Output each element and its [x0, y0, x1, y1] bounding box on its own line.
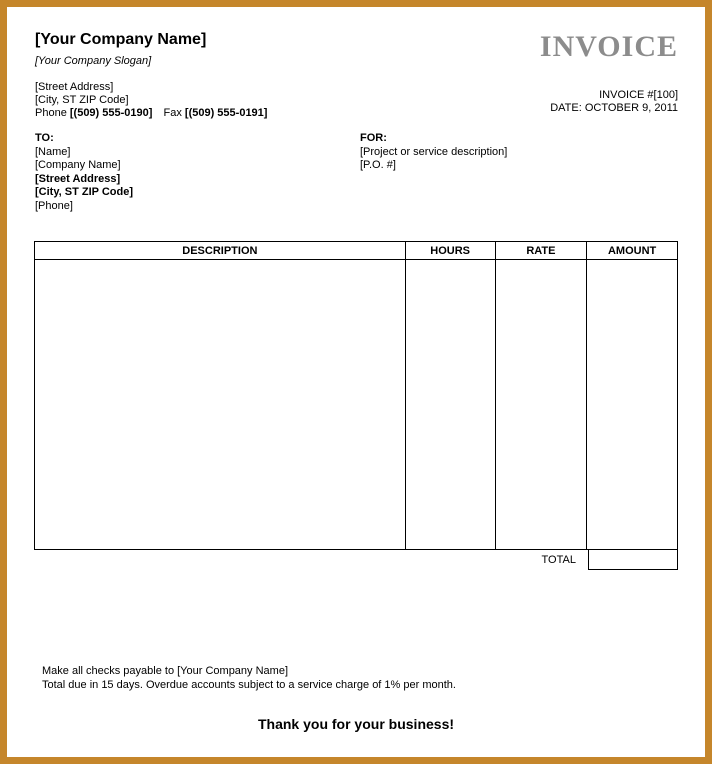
invoice-meta — [540, 89, 678, 115]
company-block — [35, 31, 267, 120]
company-slogan: [Your Company Slogan] — [35, 55, 152, 67]
thank-you-message: Thank you for your business! — [257, 716, 455, 732]
cell-rate — [496, 260, 588, 549]
fax-label: Fax — [163, 107, 182, 119]
total-amount-box — [588, 550, 678, 570]
company-phone-fax-line — [35, 107, 267, 120]
to-street: [Street Address] — [35, 172, 121, 185]
company-address-block — [35, 81, 267, 120]
company-street: [Street Address] — [35, 81, 114, 93]
invoice-title-block — [540, 31, 678, 120]
total-label: TOTAL — [541, 554, 576, 566]
cell-hours — [406, 260, 496, 549]
cell-description — [35, 260, 406, 549]
company-city-zip: [City, ST ZIP Code] — [35, 94, 129, 106]
table-body-row — [34, 260, 678, 550]
total-row — [34, 550, 678, 570]
invoice-date: DATE: OCTOBER 9, 2011 — [550, 102, 678, 114]
cell-amount — [587, 260, 677, 549]
phone-number: [(509) 555-0190] — [69, 107, 153, 119]
to-phone: [Phone] — [35, 199, 73, 212]
to-company: [Company Name] — [35, 159, 121, 171]
table-header-row — [34, 241, 678, 260]
invoice-table — [34, 241, 678, 550]
checks-payable-note: Make all checks payable to [Your Company Name] — [42, 665, 288, 677]
header — [35, 31, 678, 120]
project-description: [Project or service description] — [360, 145, 508, 158]
phone-label: Phone — [35, 107, 67, 119]
invoice-title: INVOICE — [539, 30, 678, 63]
header-description: DESCRIPTION — [35, 242, 406, 259]
to-name: [Name] — [35, 145, 71, 158]
header-rate: RATE — [496, 242, 588, 259]
project-block — [360, 132, 678, 213]
project-po-number: [P.O. #] — [360, 159, 396, 171]
for-label: FOR: — [360, 132, 387, 144]
parties-section — [35, 132, 678, 213]
to-city-zip: [City, ST ZIP Code] — [35, 186, 133, 198]
bill-to-block — [35, 132, 360, 213]
footer-notes — [42, 664, 678, 692]
payment-terms-note: Total due in 15 days. Overdue accounts subject to a service charge of 1% per month. — [42, 679, 456, 691]
to-label: TO: — [35, 132, 54, 144]
company-name: [Your Company Name] — [35, 31, 207, 48]
header-hours: HOURS — [406, 242, 496, 259]
invoice-number: INVOICE #[100] — [599, 89, 678, 101]
fax-number: [(509) 555-0191] — [184, 107, 268, 119]
header-amount: AMOUNT — [607, 245, 657, 257]
